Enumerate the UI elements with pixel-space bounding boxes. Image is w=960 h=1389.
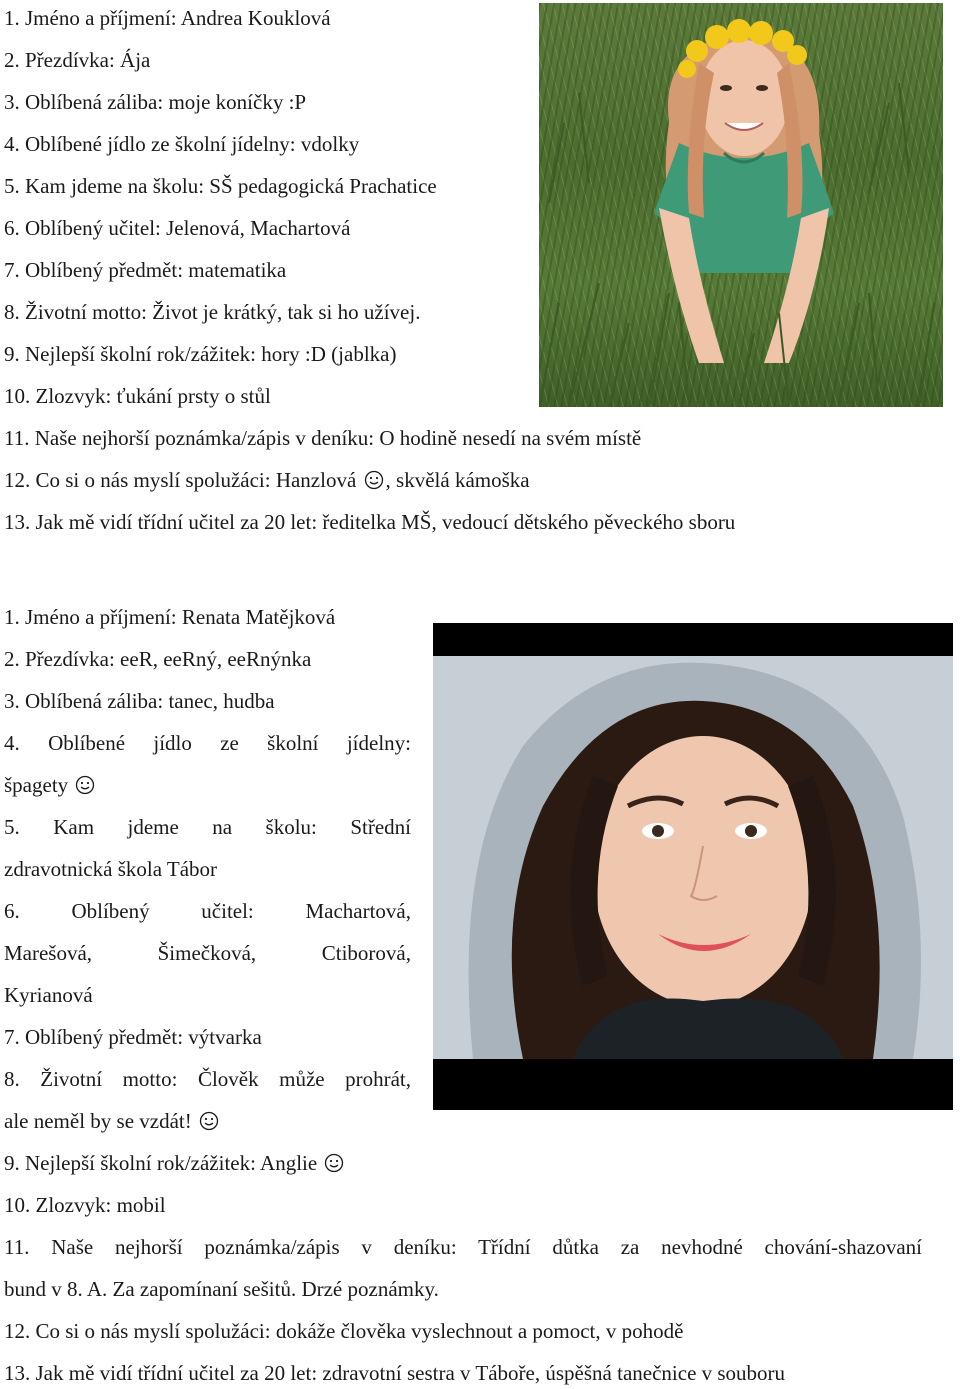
smiley-icon [364, 469, 384, 497]
profile1-line-3: 3. Oblíbená záliba: moje koníčky :P [4, 90, 307, 114]
profile1-line-4: 4. Oblíbené jídlo ze školní jídelny: vdolky [4, 132, 360, 156]
profile1-line-2: 2. Přezdívka: Ája [4, 48, 151, 72]
profile1-line-7: 7. Oblíbený předmět: matematika [4, 258, 287, 282]
smiley-icon [324, 1152, 344, 1180]
profile2-line-4b [4, 771, 97, 802]
profile2-line-6a: 6. Oblíbený učitel: Machartová, [4, 899, 411, 923]
profile1-line-1: 1. Jméno a příjmení: Andrea Kouklová [4, 6, 331, 30]
profile2-line-4b-text: špagety [4, 773, 69, 797]
profile2-line-8b-text: ale neměl by se vzdát! [4, 1109, 192, 1133]
profile2-line-13: 13. Jak mě vidí třídní učitel za 20 let: zdravotní sestra v Táboře, úspěšná tanečnice v souboru [4, 1361, 786, 1385]
profile2-line-11a: 11. Naše nejhorší poznámka/zápis v deníku: Třídní důtka za nevhodné chování-shazovaní [4, 1235, 922, 1259]
profile2-line-5a: 5. Kam jdeme na školu: Střední [4, 815, 411, 839]
profile2-line-9-text: 9. Nejlepší školní rok/zážitek: Anglie [4, 1151, 318, 1175]
profile2-line-7: 7. Oblíbený předmět: výtvarka [4, 1025, 262, 1049]
profile2-line-9 [4, 1149, 346, 1180]
profile2-line-12: 12. Co si o nás myslí spolužáci: dokáže člověka vyslechnout a pomoct, v pohodě [4, 1319, 684, 1343]
profile1-line-12-b: , skvělá kámoška [385, 468, 530, 492]
profile2-line-6b: Marešová, Šimečková, Ctiborová, [4, 941, 411, 965]
profile1-line-10: 10. Zlozvyk: ťukání prsty o stůl [4, 384, 271, 408]
smiley-icon [75, 774, 95, 802]
profile1-line-13: 13. Jak mě vidí třídní učitel za 20 let: ředitelka MŠ, vedoucí dětského pěveckého sboru [4, 510, 736, 534]
profile2-line-8a: 8. Životní motto: Člověk může prohrát, [4, 1067, 411, 1091]
profile2-line-1: 1. Jméno a příjmení: Renata Matějková [4, 605, 336, 629]
profile2-line-2: 2. Přezdívka: eeR, eeRný, eeRnýnka [4, 647, 312, 671]
profile2-line-4a: 4. Oblíbené jídlo ze školní jídelny: [4, 731, 411, 755]
smiley-icon [199, 1110, 219, 1138]
profile2-line-5b: zdravotnická škola Tábor [4, 857, 218, 881]
profile2-line-10: 10. Zlozvyk: mobil [4, 1193, 166, 1217]
profile1-line-11: 11. Naše nejhorší poznámka/zápis v deníku: O hodině nesedí na svém místě [4, 426, 642, 450]
profile1-line-8: 8. Životní motto: Život je krátký, tak si ho užívej. [4, 300, 421, 324]
portrait-photo-andrea [539, 3, 943, 407]
profile2-line-3: 3. Oblíbená záliba: tanec, hudba [4, 689, 275, 713]
profile2-line-8b [4, 1107, 221, 1138]
profile1-line-5: 5. Kam jdeme na školu: SŠ pedagogická Prachatice [4, 174, 437, 198]
portrait-photo-renata [433, 623, 953, 1110]
profile1-line-9: 9. Nejlepší školní rok/zážitek: hory :D (jablka) [4, 342, 397, 366]
profile1-line-12-a: 12. Co si o nás myslí spolužáci: Hanzlová [4, 468, 357, 492]
portrait-photo-renata-image [433, 656, 953, 1059]
profile2-line-11b: bund v 8. A. Za zapomínaní sešitů. Drzé poznámky. [4, 1277, 439, 1301]
profile2-line-6c: Kyrianová [4, 983, 93, 1007]
profile1-line-6: 6. Oblíbený učitel: Jelenová, Machartová [4, 216, 351, 240]
profile1-line-12 [4, 466, 530, 497]
